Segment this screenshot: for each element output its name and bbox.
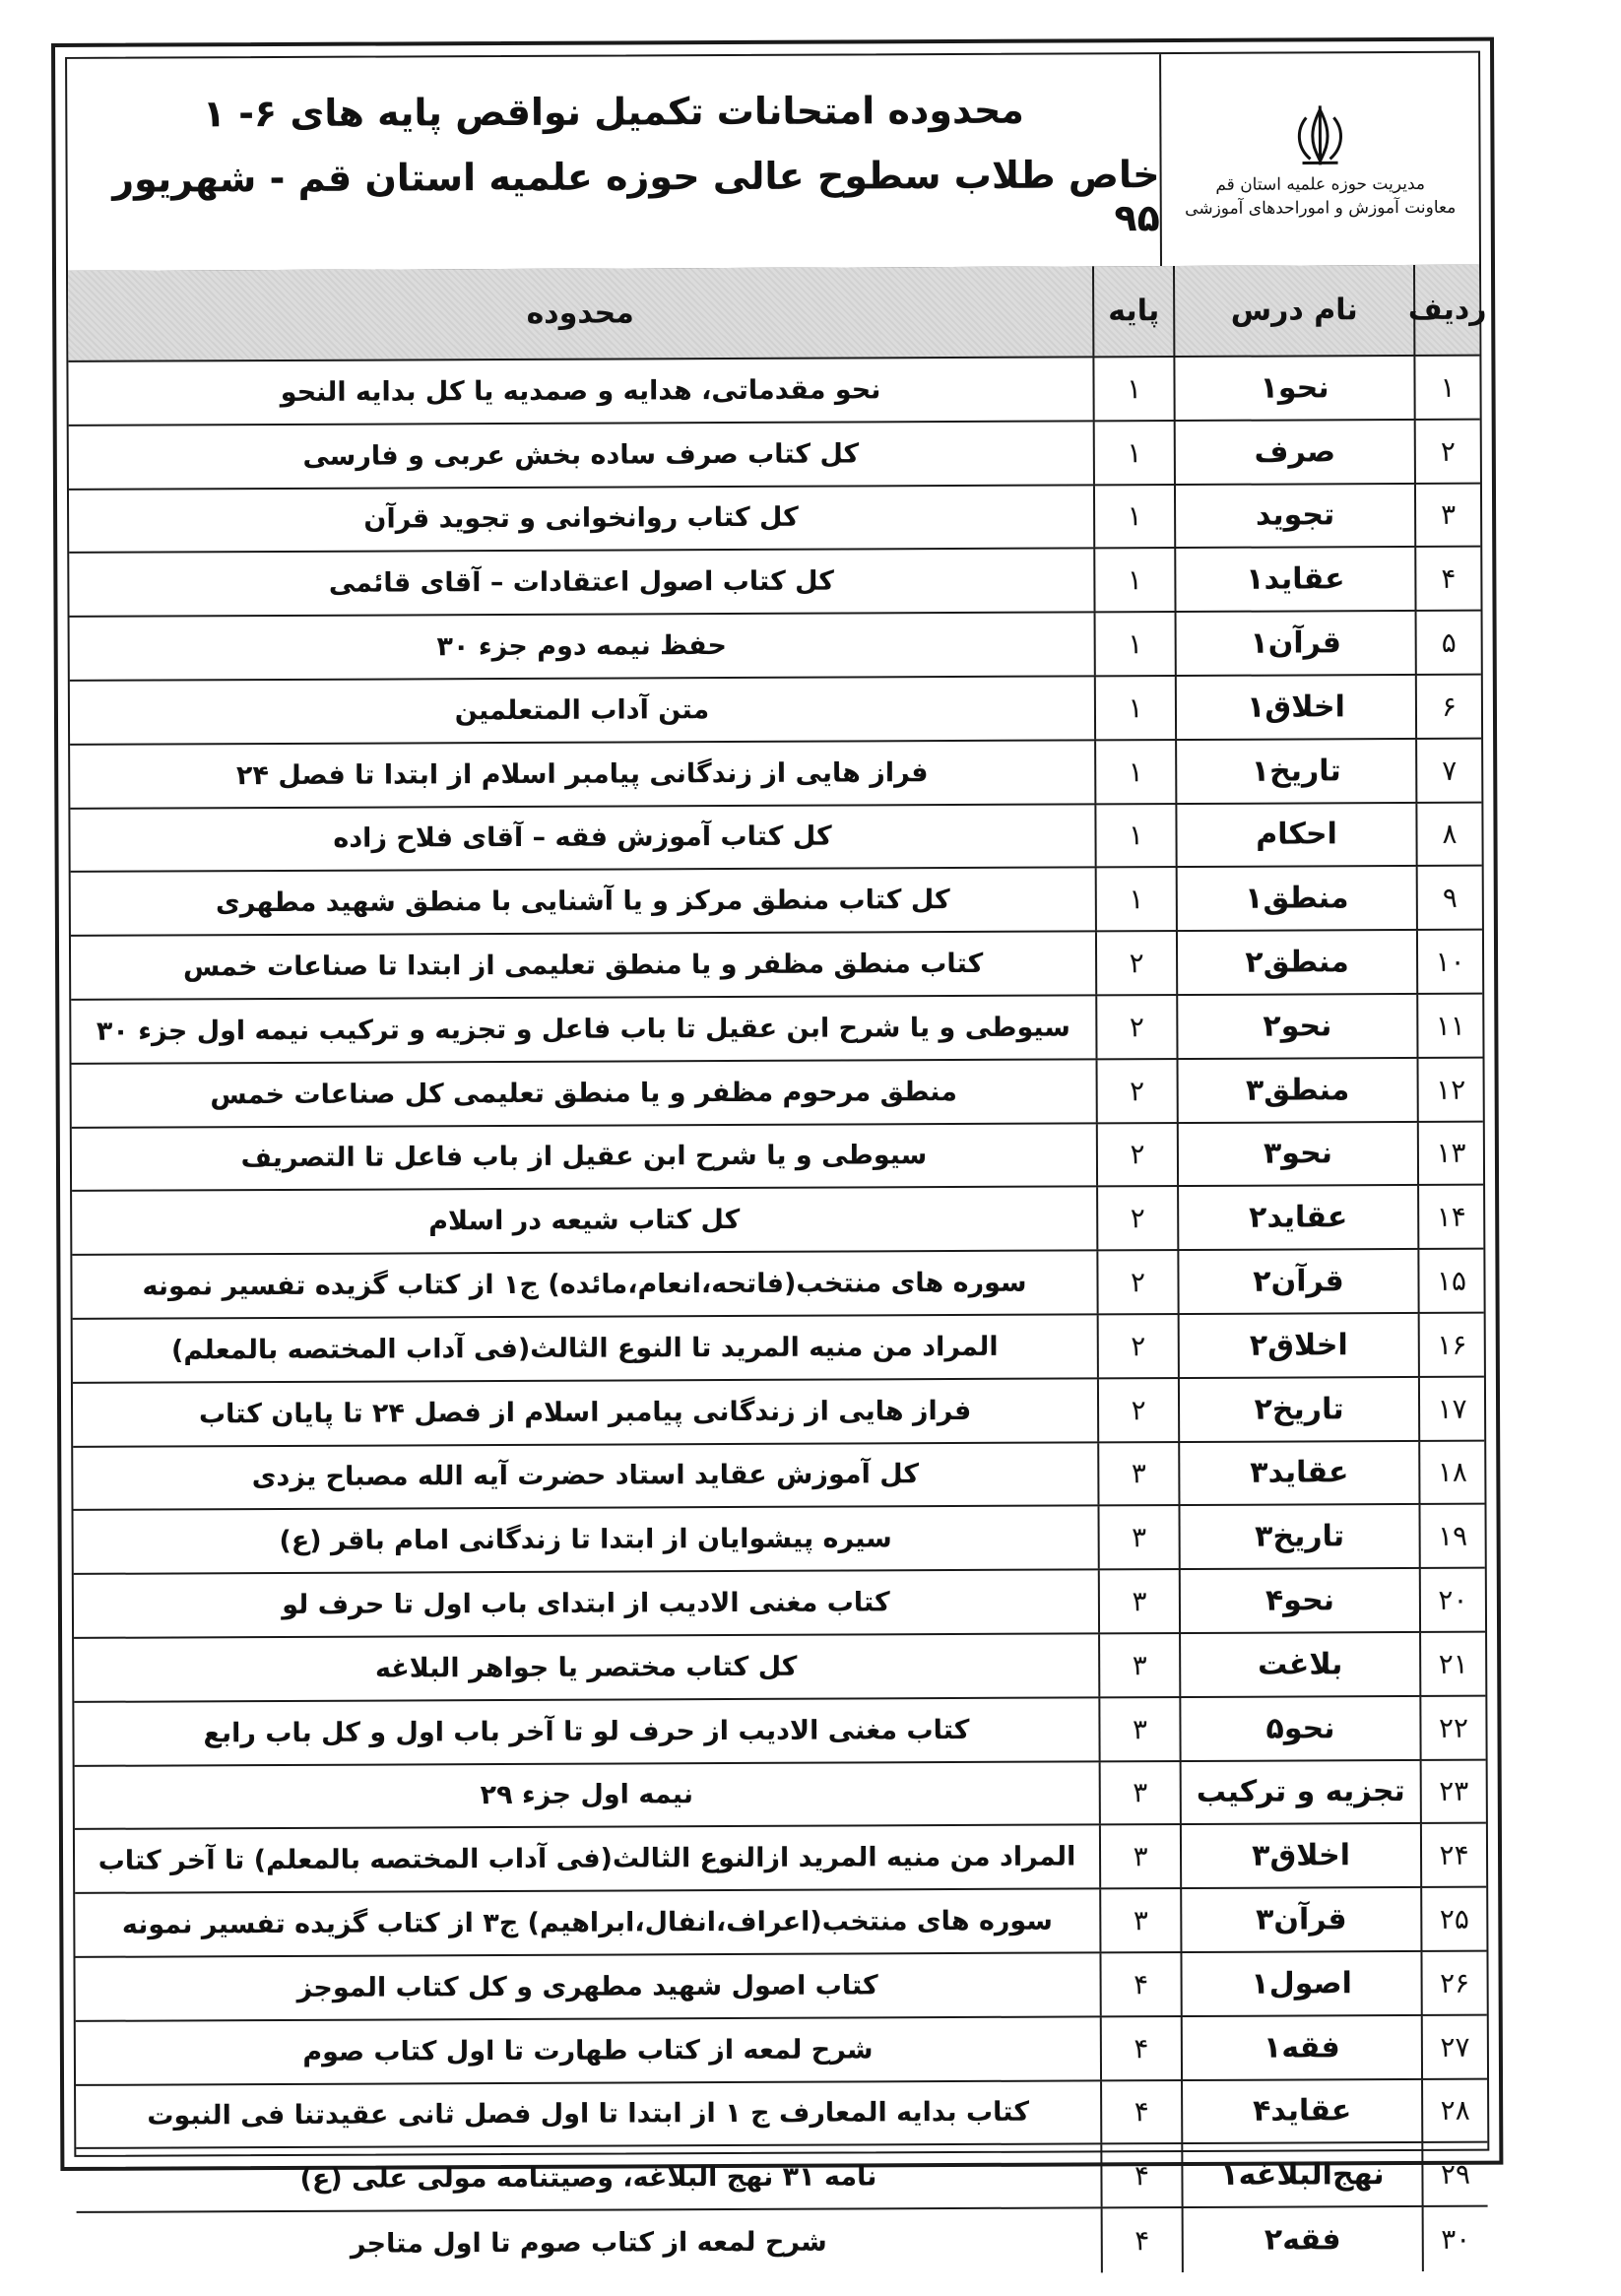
- exam-range: سوره های منتخب(اعراف،انفال،ابراهیم) ج۳ از کتاب گزیده تفسیر نمونه: [121, 1905, 1053, 1940]
- table-row: [73, 1441, 1484, 1511]
- course-level: ۴: [1099, 1953, 1180, 2015]
- course-name: تاریخ۲: [1178, 1378, 1418, 1441]
- table-row: [74, 1696, 1485, 1766]
- exam-range: حفظ نیمه دوم جزء ۳۰: [436, 630, 727, 663]
- row-number: ۸: [1415, 803, 1481, 865]
- course-name: نحو۱: [1173, 357, 1413, 420]
- exam-range: فراز هایی از زندگانی پیامبر اسلام از ابتدا تا فصل ۲۴: [235, 756, 929, 791]
- table-row: [72, 1058, 1483, 1128]
- table-row: [75, 1888, 1486, 1958]
- table-row: [70, 803, 1481, 873]
- course-name: قرآن۱: [1175, 612, 1415, 675]
- course-name: نحو۳: [1177, 1123, 1417, 1186]
- course-name: عقاید۱: [1174, 548, 1414, 611]
- course-level: ۴: [1100, 2144, 1181, 2206]
- table-row: [70, 676, 1481, 746]
- row-number: ۲۴: [1420, 1824, 1486, 1886]
- exam-range: شرح لمعه از کتاب طهارت تا اول کتاب صوم: [302, 2033, 874, 2067]
- table-row: [69, 420, 1480, 490]
- row-number: ۱: [1413, 357, 1479, 419]
- course-name: نهج‌البلاغه۱: [1181, 2143, 1421, 2206]
- course-level: ۲: [1096, 1251, 1177, 1313]
- table-row: [70, 612, 1481, 682]
- course-level: ۳: [1098, 1570, 1179, 1632]
- exam-range: شرح لمعه از کتاب صوم تا اول متاجر: [350, 2226, 827, 2260]
- row-number: ۲۶: [1420, 1952, 1486, 2014]
- table-row: [73, 1377, 1484, 1447]
- row-number: ۱۵: [1417, 1250, 1483, 1312]
- course-name: تجوید: [1174, 485, 1414, 548]
- org-line-2: معاونت آموزش و اموراحدهای آموزشی: [1185, 197, 1457, 219]
- course-name: منطق۳: [1177, 1059, 1417, 1122]
- course-level: ۲: [1096, 1187, 1177, 1249]
- course-name: نحو۲: [1176, 995, 1416, 1058]
- course-level: ۱: [1095, 868, 1176, 930]
- table-row: [76, 2143, 1487, 2213]
- row-number: ۱۲: [1417, 1058, 1483, 1120]
- row-number: ۱۶: [1418, 1314, 1484, 1376]
- col-header-num: ردیف: [1413, 265, 1479, 355]
- course-level: ۱: [1092, 358, 1173, 420]
- row-number: ۲۸: [1421, 2079, 1487, 2141]
- course-level: ۴: [1100, 2017, 1181, 2079]
- table-row: [73, 1314, 1484, 1384]
- inner-frame: [65, 51, 1489, 2260]
- course-level: ۲: [1096, 1060, 1177, 1122]
- row-number: ۶: [1415, 676, 1481, 738]
- exam-range: نیمه اول جزء ۲۹: [480, 1779, 694, 1811]
- course-level: ۴: [1100, 2081, 1181, 2143]
- exam-range: کل کتاب شیعه در اسلام: [428, 1205, 741, 1237]
- course-level: ۴: [1101, 2208, 1182, 2272]
- exam-range: متن آداب المتعلمین: [454, 693, 710, 727]
- exam-range: سیوطی و یا شرح ابن عقیل از باب فاعل تا التصریف: [240, 1140, 928, 1174]
- course-level: ۲: [1097, 1379, 1178, 1441]
- row-number: ۲۰: [1419, 1569, 1485, 1631]
- col-header-name: نام درس: [1173, 265, 1413, 356]
- exam-range: سیوطی و یا شرح ابن عقیل تا باب فاعل و تجزیه و ترکیب نیمه اول جزء ۳۰: [96, 1012, 1070, 1047]
- table-row: [70, 739, 1481, 809]
- course-name: اخلاق۳: [1180, 1824, 1420, 1887]
- course-name: منطق۱: [1176, 867, 1416, 930]
- table-row: [75, 1824, 1486, 1894]
- course-level: ۳: [1097, 1443, 1178, 1505]
- row-number: ۱۴: [1417, 1186, 1483, 1248]
- course-name: فقه۱: [1181, 2016, 1421, 2079]
- row-number: ۲۳: [1420, 1760, 1486, 1822]
- row-number: ۱۹: [1418, 1505, 1484, 1567]
- course-name: اصول۱: [1180, 1952, 1420, 2015]
- course-level: ۱: [1094, 677, 1175, 739]
- row-number: ۱۰: [1416, 931, 1482, 993]
- course-name: تجزیه و ترکیب: [1180, 1760, 1420, 1823]
- table-row: [72, 1250, 1483, 1320]
- course-level: ۱: [1094, 613, 1175, 675]
- table-row: [72, 1186, 1483, 1256]
- row-number: ۲۷: [1421, 2015, 1487, 2077]
- title-line-1: محدوده امتحانات تکمیل نواقص پایه های ۶- ۱: [202, 88, 1024, 135]
- course-level: ۳: [1098, 1634, 1179, 1696]
- row-number: ۴: [1414, 548, 1480, 610]
- exam-range: کتاب منطق مظفر و یا منطق تعلیمی از ابتدا تا صناعات خمس: [182, 948, 984, 983]
- course-name: نحو۴: [1179, 1569, 1419, 1632]
- course-name: منطق۲: [1176, 931, 1416, 994]
- course-level: ۳: [1098, 1698, 1179, 1760]
- exam-range: سیره پیشوایان از ابتدا تا زندگانی امام باقر (ع): [279, 1523, 892, 1557]
- course-name: احکام: [1175, 804, 1415, 867]
- course-level: ۱: [1093, 486, 1174, 548]
- exam-range: کل کتاب اصول اعتقادات – آقای قائمی: [328, 565, 835, 600]
- row-number: ۵: [1415, 612, 1481, 674]
- table-row: [68, 357, 1479, 426]
- exam-range: کل کتاب مختصر یا جواهر البلاغه: [374, 1651, 798, 1684]
- header-titles: [67, 54, 1160, 271]
- exam-range: المراد من منیه المرید تا النوع الثالث(فی آداب المختصه بالمعلم): [170, 1331, 999, 1366]
- course-level: ۲: [1096, 1124, 1177, 1186]
- row-number: ۷: [1415, 739, 1481, 801]
- exam-range: کل کتاب آموزش فقه – آقای فلاح زاده: [333, 821, 832, 855]
- course-name: تاریخ۳: [1178, 1505, 1418, 1568]
- course-level: ۱: [1093, 422, 1174, 484]
- course-name: فقه۲: [1182, 2207, 1422, 2272]
- exam-range: کتاب مغنی الادیب از حرف لو تا آخر باب اول و کل باب رابع: [203, 1714, 970, 1748]
- exam-range: نامه ۳۱ نهج البلاغه، وصیتنامه مولی علی (ع): [299, 2161, 877, 2196]
- table-row: [76, 2079, 1487, 2149]
- course-name: عقاید۲: [1177, 1186, 1417, 1249]
- row-number: ۱۳: [1417, 1122, 1483, 1184]
- course-level: ۱: [1094, 741, 1175, 803]
- exam-range-table: [68, 265, 1487, 2260]
- header-logo-box: [1159, 53, 1479, 266]
- exam-range: کل کتاب منطق مرکز و یا آشنایی با منطق شهید مطهری: [215, 885, 950, 919]
- table-row: [77, 2207, 1488, 2277]
- table-row: [71, 931, 1482, 1001]
- table-row: [74, 1505, 1485, 1575]
- table-row: [71, 867, 1482, 937]
- title-line-2: خاص طلاب سطوح عالی حوزه علمیه استان قم - شهریور ۹۵: [112, 152, 1160, 239]
- table-row: [74, 1633, 1485, 1703]
- course-level: ۲: [1095, 932, 1176, 994]
- course-name: عقاید۳: [1178, 1442, 1418, 1505]
- row-number: ۱۷: [1418, 1377, 1484, 1439]
- header: [67, 53, 1479, 273]
- exam-range: کتاب بدایه المعارف ج ۱ از ابتدا تا اول فصل ثانی عقیدتنا فی النبوت: [147, 2097, 1030, 2132]
- course-name: قرآن۲: [1177, 1250, 1417, 1313]
- course-name: اخلاق۲: [1178, 1314, 1418, 1377]
- row-number: ۳۰: [1422, 2207, 1488, 2271]
- org-line-1: مدیریت حوزه علمیه استان قم: [1215, 173, 1426, 195]
- table-row: [75, 1760, 1486, 1830]
- exam-range: کل کتاب روانخوانی و تجوید قرآن: [363, 502, 799, 536]
- row-number: ۱۸: [1418, 1441, 1484, 1503]
- row-number: ۲۲: [1419, 1696, 1485, 1758]
- exam-range: سوره های منتخب(فاتحه،انعام،مائده) ج۱ از کتاب گزیده تفسیر نمونه: [142, 1267, 1027, 1302]
- exam-range: فراز هایی از زندگانی پیامبر اسلام از فصل ۲۴ تا پایان کتاب: [198, 1395, 972, 1429]
- course-name: تاریخ۱: [1175, 740, 1415, 803]
- table-row: [72, 1122, 1483, 1192]
- exam-range: کل کتاب صرف ساده بخش عربی و فارسی: [302, 438, 860, 472]
- exam-range: نحو مقدماتی، هدایه و صمدیه یا کل بدایه النحو: [280, 374, 881, 408]
- table-row: [75, 1952, 1486, 2022]
- course-level: ۳: [1099, 1825, 1180, 1887]
- course-level: ۳: [1097, 1506, 1178, 1568]
- table-row: [74, 1569, 1485, 1639]
- row-number: ۲۵: [1420, 1888, 1486, 1950]
- table-row: [71, 995, 1482, 1065]
- course-level: ۱: [1093, 549, 1174, 611]
- exam-range: المراد من منیه المرید ازالنوع الثالث(فی آداب المختصه بالمعلم) تا آخر کتاب: [97, 1841, 1076, 1877]
- course-name: اخلاق۱: [1175, 676, 1415, 739]
- course-level: ۱: [1094, 805, 1175, 867]
- table-header-row: [68, 265, 1487, 362]
- course-level: ۲: [1095, 996, 1176, 1058]
- course-name: صرف: [1174, 421, 1414, 484]
- iran-emblem-icon: [1280, 101, 1359, 170]
- exam-range: کل آموزش عقاید استاد حضرت آیه الله مصباح یزدی: [251, 1459, 920, 1493]
- course-level: ۳: [1099, 1762, 1180, 1824]
- row-number: ۲۹: [1421, 2143, 1487, 2205]
- row-number: ۳: [1414, 484, 1480, 546]
- course-name: نحو۵: [1179, 1697, 1419, 1760]
- col-header-level: پایه: [1092, 266, 1173, 356]
- course-level: ۲: [1097, 1315, 1178, 1377]
- exam-range: کتاب مغنی الادیب از ابتدای باب اول تا حرف لو: [282, 1587, 890, 1621]
- row-number: ۱۱: [1416, 995, 1482, 1057]
- col-header-range: محدوده: [526, 295, 634, 331]
- course-name: عقاید۴: [1181, 2079, 1421, 2142]
- exam-range: منطق مرحوم مظفر و یا منطق تعلیمی کل صناعات خمس: [210, 1076, 958, 1110]
- row-number: ۹: [1416, 867, 1482, 929]
- row-number: ۲: [1414, 420, 1480, 482]
- table-row: [76, 2015, 1487, 2085]
- document-frame: [51, 37, 1503, 2260]
- exam-range: کتاب اصول شهید مطهری و کل کتاب الموجز: [296, 1970, 878, 2003]
- table-row: [69, 548, 1480, 618]
- row-number: ۲۱: [1419, 1633, 1485, 1695]
- course-name: قرآن۳: [1180, 1888, 1420, 1951]
- course-level: ۳: [1099, 1889, 1180, 1951]
- course-name: بلاغت: [1179, 1633, 1419, 1696]
- table-row: [69, 484, 1480, 554]
